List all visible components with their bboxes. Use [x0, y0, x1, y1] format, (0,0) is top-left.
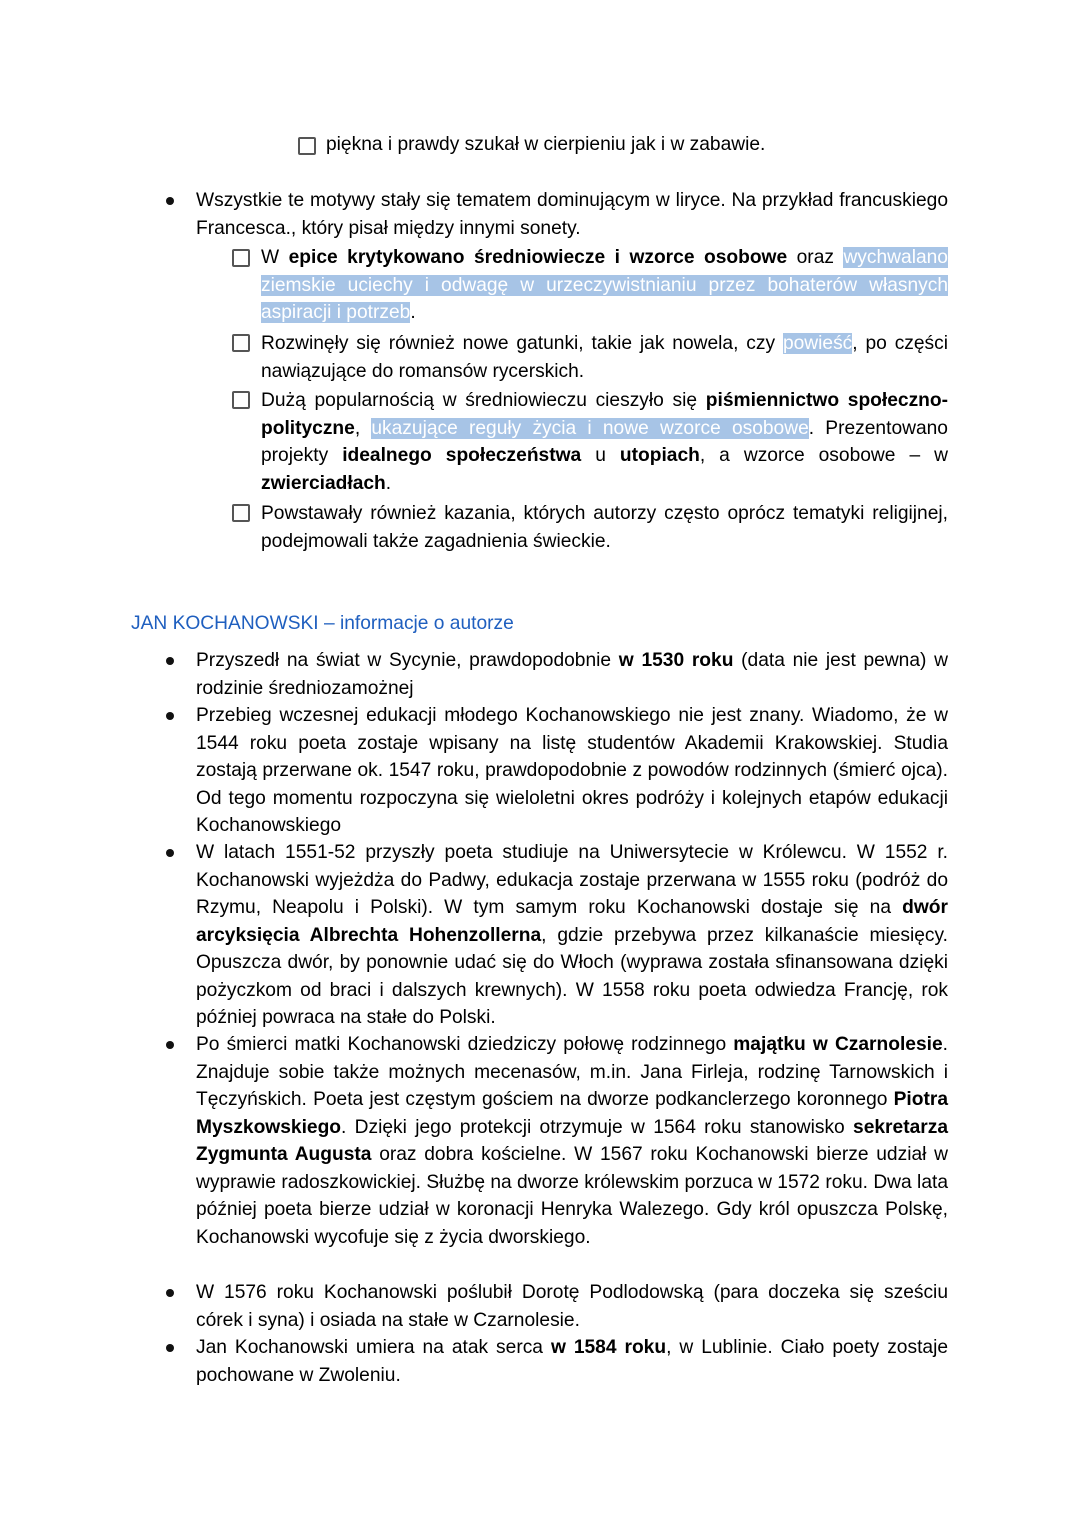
checklist-item-text: piękna i prawdy szukał w cierpieniu jak i w zabawie.	[326, 134, 766, 155]
checklist-item	[261, 387, 948, 497]
text: Po śmierci matki Kochanowski dziedziczy połowę rodzinnego	[196, 1034, 734, 1055]
checklist-item	[261, 244, 948, 327]
list-item-text: Wszystkie te motywy stały się tematem dominującym w liryce. Na przykład francuskiego Francesca., który pisał między innymi sonety.	[196, 190, 948, 239]
text: .	[410, 302, 416, 323]
bold-text: Piotra Myszkowskiego	[196, 1089, 948, 1138]
checkbox-icon[interactable]	[232, 504, 250, 522]
text: Powstawały również kazania, których autorzy często oprócz tematyki religijnej, podejmowali także zagadnienia świeckie.	[261, 503, 948, 552]
text: , a wzorce osobowe – w	[699, 445, 948, 466]
highlighted-text: wychwalano ziemskie uciechy i odwagę w urzeczywistnianiu przez bohaterów własnych aspiracji i potrzeb	[261, 247, 948, 323]
checklist-item	[326, 131, 966, 159]
checklist-item	[261, 500, 948, 555]
checkbox-icon[interactable]	[298, 137, 316, 155]
text: . Znajduje sobie także możnych mecenasów, m.in. Jana Firleja, rodzinę Tarnowskich i Tęczyńskich. Poeta jest częstym gościem na dworze podkanclerzego koronnego	[196, 1034, 948, 1110]
bold-text: piśmiennictwo społeczno-polityczne	[261, 390, 948, 439]
text: Rozwinęły się również nowe gatunki, takie jak nowela, czy	[261, 333, 783, 354]
section-heading: JAN KOCHANOWSKI – informacje o autorze	[131, 613, 514, 634]
text: (data nie jest pewna) w rodzinie średniozamożnej	[196, 650, 948, 699]
bold-text: w 1530 roku	[618, 650, 734, 671]
checklist-item	[261, 330, 948, 385]
bullet-icon	[166, 1041, 174, 1049]
text: W latach 1551-52 przyszły poeta studiuje na Uniwersytecie w Królewcu. W 1552 r. Kochanowski wyjeżdża do Padwy, edukacja zostaje przerwana w 1555 roku (podróż do Rzymu, Neapolu i Polski). W tym samym roku Kochanowski dostaje się na	[196, 842, 948, 918]
text: .	[385, 472, 392, 494]
bullet-icon	[166, 197, 174, 205]
bullet-icon	[166, 1289, 174, 1297]
checkbox-icon[interactable]	[232, 391, 250, 409]
list-item	[196, 839, 948, 1032]
bold-text: majątku w Czarnolesie	[733, 1034, 943, 1055]
text: ,	[354, 417, 372, 439]
bold-text: epice krytykowano średniowiecze i wzorce osobowe	[288, 247, 788, 268]
highlighted-text: ukazujące reguły życia i nowe wzorce osobowe	[371, 417, 809, 439]
text: W	[261, 247, 289, 268]
bold-text: utopiach	[619, 445, 700, 466]
text: , w Lublinie. Ciało poety zostaje pochowane w Zwoleniu.	[196, 1337, 949, 1386]
bullet-icon	[166, 1344, 174, 1352]
bold-text: dwór arcyksięcia Albrechta Hohenzollerna	[196, 897, 948, 946]
highlighted-text: powieść	[782, 333, 853, 354]
list-item	[196, 702, 948, 840]
text: , po części nawiązujące do romansów rycerskich.	[261, 333, 948, 382]
bullet-icon	[166, 712, 174, 720]
checkbox-icon[interactable]	[232, 249, 250, 267]
list-item	[196, 187, 948, 242]
text: oraz dobra kościelne. W 1567 roku Kochanowski bierze udział w wyprawie radoszkowickiej. Służbę na dworze królewskim porzuca w 1572 roku. Dwa lata później poeta bierze udział w koronacji Henryka Walezego. Gdy król opuszcza Polskę, Kochanowski wycofuje się z życia dworskiego.	[196, 1144, 948, 1248]
bold-text: w 1584 roku	[550, 1337, 667, 1358]
bullet-icon	[166, 849, 174, 857]
bold-text: sekretarza Zygmunta Augusta	[196, 1116, 948, 1165]
list-item	[196, 1031, 948, 1251]
text: Przebieg wczesnej edukacji młodego Kochanowskiego nie jest znany. Wiadomo, że w 1544 roku poeta zostaje wpisany na listę studentów Akademii Krakowskiej. Studia zostają przerwane ok. 1547 roku, prawdopodobnie z powodów rodzinnych (śmierć ojca). Od tego momentu rozpoczyna się wieloletni okres podróży i kolejnych etapów edukacji Kochanowskiego	[196, 705, 948, 836]
text: Dużą popularnością w średniowieczu cieszyło się	[261, 390, 706, 411]
bold-text: idealnego społeczeństwa	[342, 445, 582, 466]
bullet-icon	[166, 657, 174, 665]
bold-text: zwierciadłach	[261, 472, 386, 494]
text: . Dzięki jego protekcji otrzymuje w 1564 roku stanowisko	[341, 1116, 854, 1138]
text: . Prezentowano projekty	[261, 417, 948, 466]
text: oraz	[787, 247, 844, 268]
list-item	[196, 647, 948, 702]
text: W 1576 roku Kochanowski poślubił Dorotę Podlodowską (para doczeka się sześciu córek i syna) i osiada na stałe w Czarnolesie.	[196, 1282, 948, 1331]
list-item	[196, 1279, 948, 1334]
checkbox-icon[interactable]	[232, 334, 250, 352]
text: u	[581, 445, 620, 466]
list-item	[196, 1334, 948, 1389]
text: , gdzie przebywa przez kilkanaście miesięcy. Opuszcza dwór, by ponownie udać się do Włoch (wyprawa została sfinansowana dzięki pożyczkom od braci i dalszych krewnych). W 1558 roku poeta odwiedza Francję, rok później powraca na stałe do Polski.	[196, 924, 948, 1028]
text: Jan Kochanowski umiera na atak serca	[196, 1337, 551, 1358]
text: Przyszedł na świat w Sycynie, prawdopodobnie	[196, 650, 619, 671]
